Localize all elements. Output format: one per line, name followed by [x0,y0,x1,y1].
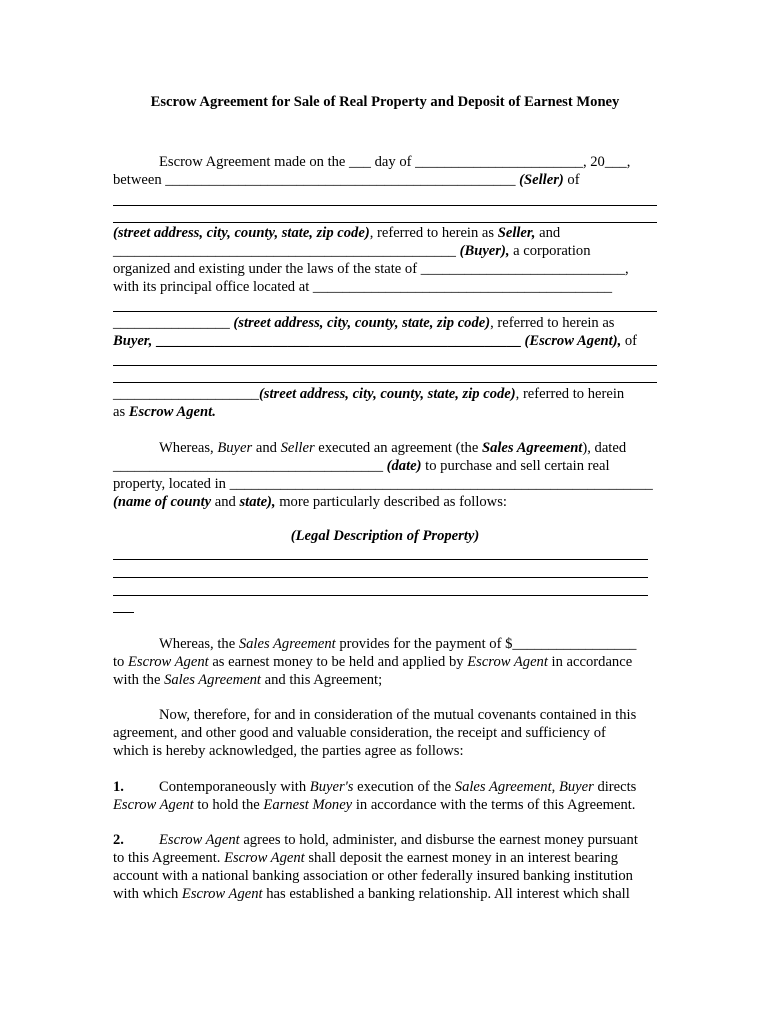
now-therefore-line-3: which is hereby acknowledged, the parties agree as follows: [113,743,464,759]
whereas1-line-3: property, located in __________________________________________________________ [113,476,653,492]
parties-line-2: between ________________________________________________ (Seller) of [113,172,580,188]
blank-line [113,382,657,383]
whereas1-line-4: (name of county and state), more particularly described as follows: [113,494,507,510]
whereas2-line-2: to Escrow Agent as earnest money to be held and applied by Escrow Agent in accordance [113,654,633,670]
whereas1-line-1: Whereas, Buyer and Seller executed an agreement (the Sales Agreement), dated [159,440,627,456]
clause-2-line-3: account with a national banking association or other federally insured banking institution [113,868,633,884]
whereas2-line-3: with the Sales Agreement and this Agreement; [113,672,383,688]
now-therefore-line-2: agreement, and other good and valuable consideration, the receipt and sufficiency of [113,725,606,741]
whereas1-line-2: _____________________________________ (date) to purchase and sell certain real [113,458,610,474]
legal-description-line [113,595,648,596]
clause-2-line-2: to this Agreement. Escrow Agent shall deposit the earnest money in an interest bearing [113,850,619,866]
legal-description-line [113,577,648,578]
clause-1-line-1: Contemporaneously with Buyer's execution of the Sales Agreement, Buyer directs [159,779,637,795]
parties-line-buyer: _______________________________________________ (Buyer), a corporation [113,243,591,259]
whereas2-line-1: Whereas, the Sales Agreement provides for the payment of $_________________ [159,636,637,652]
blank-line [113,222,657,223]
clause-2-line-4: with which Escrow Agent has established a banking relationship. All interest which shall [113,886,630,902]
now-therefore-line-1: Now, therefore, for and in consideration of the mutual covenants contained in this [159,707,637,723]
parties-line-principal: with its principal office located at _________________________________________ [113,279,613,295]
legal-description-line [113,559,648,560]
legal-description-heading: (Legal Description of Property) [290,528,480,544]
legal-description-line-end [113,612,134,613]
blank-line [113,365,657,366]
parties-line-escrow: Buyer, __________________________________________________ (Escrow Agent), of [113,333,638,349]
parties-line-address-2: ________________ (street address, city, county, state, zip code), referred to herein as [113,315,615,331]
clause-2-number: 2. [113,832,124,848]
blank-line [113,311,657,312]
parties-line-1: Escrow Agreement made on the ___ day of _______________________, 20___, [159,154,631,170]
parties-line-organized: organized and existing under the laws of the state of ____________________________, [113,261,629,277]
clause-1-number: 1. [113,779,124,795]
clause-2-line-1: Escrow Agent agrees to hold, administer, and disburse the earnest money pursuant [159,832,638,848]
page-title: Escrow Agreement for Sale of Real Property and Deposit of Earnest Money [150,94,620,110]
parties-line-address-1: (street address, city, county, state, zip code), referred to herein as Seller, and [113,225,561,241]
parties-line-as-escrow: as Escrow Agent. [113,404,216,420]
blank-line [113,205,657,206]
parties-line-address-3: ____________________(street address, city, county, state, zip code), referred to herein [113,386,625,402]
clause-1-line-2: Escrow Agent to hold the Earnest Money in accordance with the terms of this Agreement. [113,797,636,813]
